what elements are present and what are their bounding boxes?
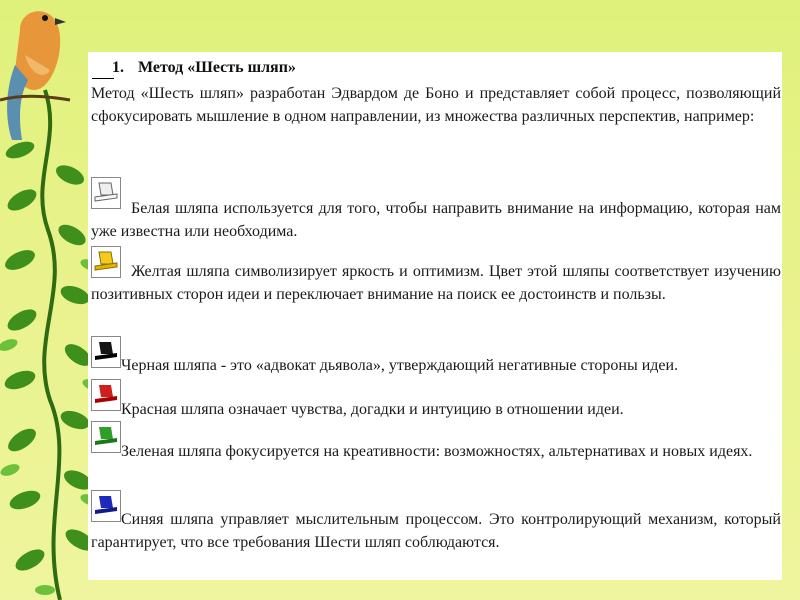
title-number: 1. (112, 59, 124, 76)
red-hat-text: Красная шляпа означает чувства, догадки и интуицию в отношении идеи. (121, 401, 624, 418)
intro-paragraph: Метод «Шесть шляп» разработан Эдвардом де Боно и представляет собой процесс, позволяющий сфокусировать мышление в одном направлении, из множества различных перспектив, например: (91, 85, 781, 125)
black-hat-text: Черная шляпа - это «адвокат дьявола», утверждающий негативные стороны идеи. (121, 357, 679, 374)
white-hat-text: Белая шляпа используется для того, чтобы направить внимание на информацию, которая нам уже известна или необходима. (91, 200, 781, 240)
bird-decoration (0, 0, 95, 140)
green-hat-text: Зеленая шляпа фокусируется на креативности: возможностях, альтернативах и новых идеях. (121, 443, 753, 460)
title-rule (92, 78, 114, 79)
page-title (112, 59, 296, 77)
title-text: Метод «Шесть шляп» (138, 59, 296, 76)
yellow-hat-text: Желтая шляпа символизирует яркость и оптимизм. Цвет этой шляпы соответствует изучению позитивных сторон идеи и переключает внимание на поиск ее достоинств и пользы. (91, 263, 781, 303)
blue-hat-text: Синяя шляпа управляет мыслительным процессом. Это контролирующий механизм, который гарантирует, что все требования Шести шляп соблюдаются. (91, 511, 781, 551)
slide-content (88, 52, 782, 580)
